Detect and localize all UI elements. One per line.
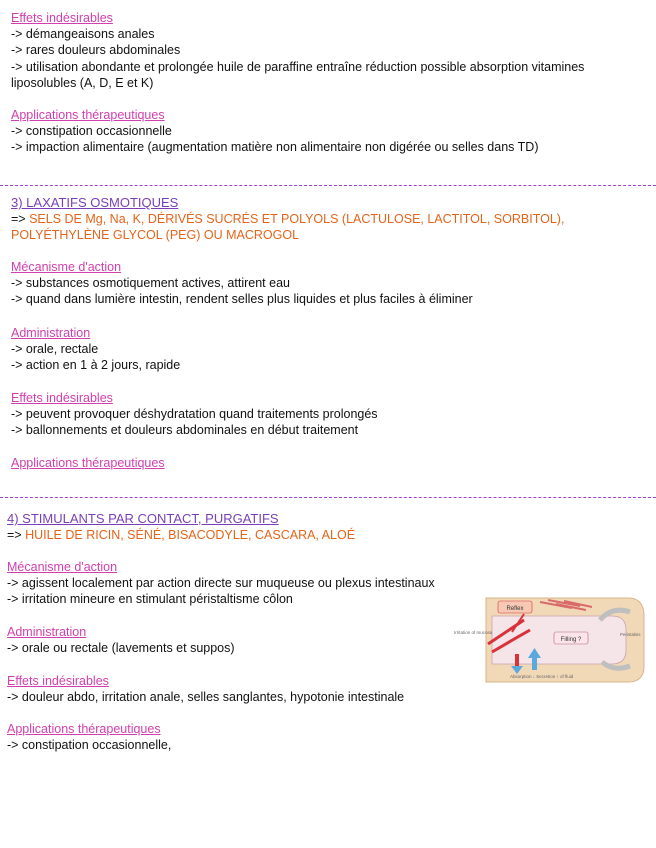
applications-heading: Applications thérapeutiques [11, 456, 165, 470]
peristalsis-label: Peristalsis [620, 632, 641, 637]
applications-heading: Applications thérapeutiques [7, 722, 161, 736]
list-item: -> démangeaisons anales [11, 27, 155, 41]
section-divider [0, 497, 656, 498]
section-4-header [7, 510, 616, 543]
list-item: -> irritation mineure en stimulant péristaltisme côlon [7, 592, 293, 607]
list-item: -> utilisation abondante et prolongée huile de paraffine entraîne réduction possible absorption vitamines liposolubles (A, D, E et K) [11, 59, 585, 91]
section-2-applications [11, 107, 616, 156]
section-title: 4) STIMULANTS PAR CONTACT, PURGATIFS [7, 511, 279, 526]
section-2-effets [11, 10, 616, 92]
effets-heading: Effets indésirables [7, 674, 109, 688]
effets-heading: Effets indésirables [11, 11, 113, 25]
list-item: -> douleur abdo, irritation anale, selles sanglantes, hypotonie intestinale [7, 690, 405, 704]
list-item: -> rares douleurs abdominales [11, 43, 181, 58]
section-title: 3) LAXATIFS OSMOTIQUES [11, 195, 179, 210]
mecanisme-heading: Mécanisme d'action [7, 560, 118, 574]
drug-list [7, 527, 616, 543]
list-item: -> substances osmotiquement actives, attirent eau [11, 276, 290, 290]
effets-heading: Effets indésirables [11, 391, 113, 405]
list-item: -> peuvent provoquer déshydratation quand traitements prolongés [11, 407, 378, 421]
arrow-marker: => [11, 212, 30, 226]
administration-heading: Administration [7, 625, 87, 639]
administration-heading: Administration [11, 326, 91, 340]
section-divider [0, 185, 656, 186]
absorption-label: Absorption ↓ Secretion ↑ of fluid [510, 674, 574, 679]
drug-list [11, 211, 616, 243]
reflex-label: Reflex [506, 606, 524, 612]
arrow-marker: => [7, 528, 26, 542]
section-3-administration [11, 325, 616, 374]
section-3-effets [11, 390, 616, 439]
section-3-header [11, 194, 616, 243]
section-3-mecanisme [11, 259, 616, 308]
filling-label: Filling ? [560, 637, 582, 643]
drug-names: SELS DE Mg, Na, K, DÉRIVÉS SUCRÉS ET POLYOLS (LACTULOSE, LACTITOL, SORBITOL), POLYÉTHYLÈNE GLYCOL (PEG) OU MACROGOL [11, 212, 565, 242]
irritation-label: Irritation of mucosa [454, 630, 493, 635]
section-4-applications [7, 721, 616, 753]
list-item: -> agissent localement par action directe sur muqueuse ou plexus intestinaux [7, 576, 435, 590]
intestine-diagram [452, 592, 648, 688]
list-item: -> impaction alimentaire (augmentation matière non alimentaire non digérée ou selles dans TD) [11, 140, 539, 155]
list-item: -> orale, rectale [11, 342, 99, 356]
list-item: -> ballonnements et douleurs abdominales en début traitement [11, 423, 359, 438]
list-item: -> quand dans lumière intestin, rendent selles plus liquides et plus faciles à éliminer [11, 292, 473, 307]
applications-heading: Applications thérapeutiques [11, 108, 165, 122]
list-item: -> orale ou rectale (lavements et suppos) [7, 641, 235, 655]
list-item: -> constipation occasionnelle [11, 124, 172, 138]
mecanisme-heading: Mécanisme d'action [11, 260, 122, 274]
section-3-applications [11, 455, 616, 471]
drug-names: HUILE DE RICIN, SÉNÉ, BISACODYLE, CASCARA, ALOÉ [25, 528, 356, 542]
list-item: -> constipation occasionnelle, [7, 738, 172, 752]
list-item: -> action en 1 à 2 jours, rapide [11, 358, 181, 373]
